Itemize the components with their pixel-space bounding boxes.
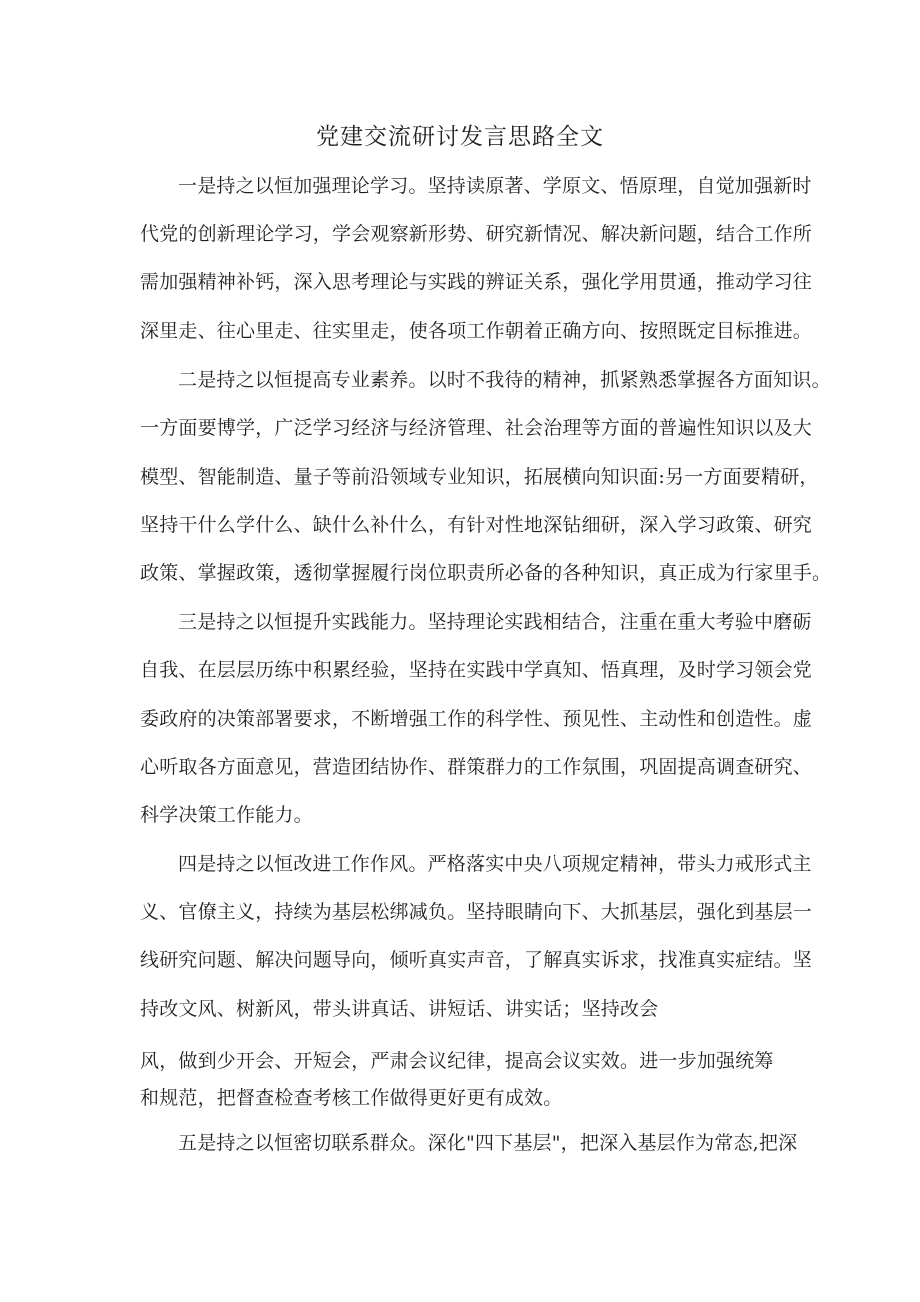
paragraph-1-line-4: 深里走、往心里走、往实里走，使各项工作朝着正确方向、按照既定目标推进。 [140, 320, 813, 342]
paragraph-3-line-2: 自我、在层层历练中积累经验，坚持在实践中学真知、悟真理，及时学习领会党 [140, 659, 813, 681]
paragraph-4-line-4: 持改文风、树新风，带头讲真话、讲短话、讲实话；坚持改会 [140, 998, 659, 1020]
paragraph-4-line-1: 四是持之以恒改进工作作风。严格落实中央八项规定精神，带头力戒形式主 [178, 853, 812, 875]
paragraph-2-line-4: 坚持干什么学什么、缺什么补什么，有针对性地深钻细研，深入学习政策、研究 [140, 514, 813, 536]
paragraph-1-line-3: 需加强精神补钙，深入思考理论与实践的辨证关系，强化学用贯通，推动学习往 [140, 271, 813, 293]
paragraph-4-line-2: 义、官僚主义，持续为基层松绑减负。坚持眼睛向下、大抓基层，强化到基层一 [140, 901, 813, 923]
paragraph-3-line-4: 心听取各方面意见，营造团结协作、群策群力的工作氛围，巩固提高调查研究、 [140, 756, 813, 778]
paragraph-4-line-3: 线研究问题、解决问题导向，倾听真实声音，了解真实诉求，找准真实症结。坚 [140, 949, 813, 971]
paragraph-2-line-1: 二是持之以恒提高专业素养。以时不我待的精神，抓紧熟悉掌握各方面知识。 [178, 369, 831, 391]
paragraph-4-line-5: 风，做到少开会、开短会，严肃会议纪律，提高会议实效。进一步加强统筹 [140, 1050, 774, 1072]
document-title: 党建交流研讨发言思路全文 [316, 124, 604, 150]
paragraph-2-line-5: 政策、掌握政策，透彻掌握履行岗位职责所必备的各种知识，真正成为行家里手。 [140, 562, 832, 584]
paragraph-3-line-5: 科学决策工作能力。 [140, 804, 313, 826]
paragraph-2-line-3: 模型、智能制造、量子等前沿领域专业知识，拓展横向知识面:另一方面要精研， [140, 466, 819, 488]
paragraph-3-line-3: 委政府的决策部署要求，不断增强工作的科学性、预见性、主动性和创造性。虚 [140, 708, 813, 730]
paragraph-2-line-2: 一方面要博学，广泛学习经济与经济管理、社会治理等方面的普遍性知识以及大 [140, 417, 813, 439]
paragraph-3-line-1: 三是持之以恒提升实践能力。坚持理论实践相结合，注重在重大考验中磨砺 [178, 611, 812, 633]
paragraph-5-line-1: 五是持之以恒密切联系群众。深化"四下基层"，把深入基层作为常态,把深 [178, 1132, 798, 1154]
paragraph-4-line-6: 和规范，把督查检查考核工作做得更好更有成效。 [140, 1087, 563, 1109]
paragraph-1-line-2: 代党的创新理论学习，学会观察新形势、研究新情况、解决新问题，结合工作所 [140, 223, 813, 245]
paragraph-1-line-1: 一是持之以恒加强理论学习。坚持读原著、学原文、悟原理，自觉加强新时 [178, 175, 812, 197]
